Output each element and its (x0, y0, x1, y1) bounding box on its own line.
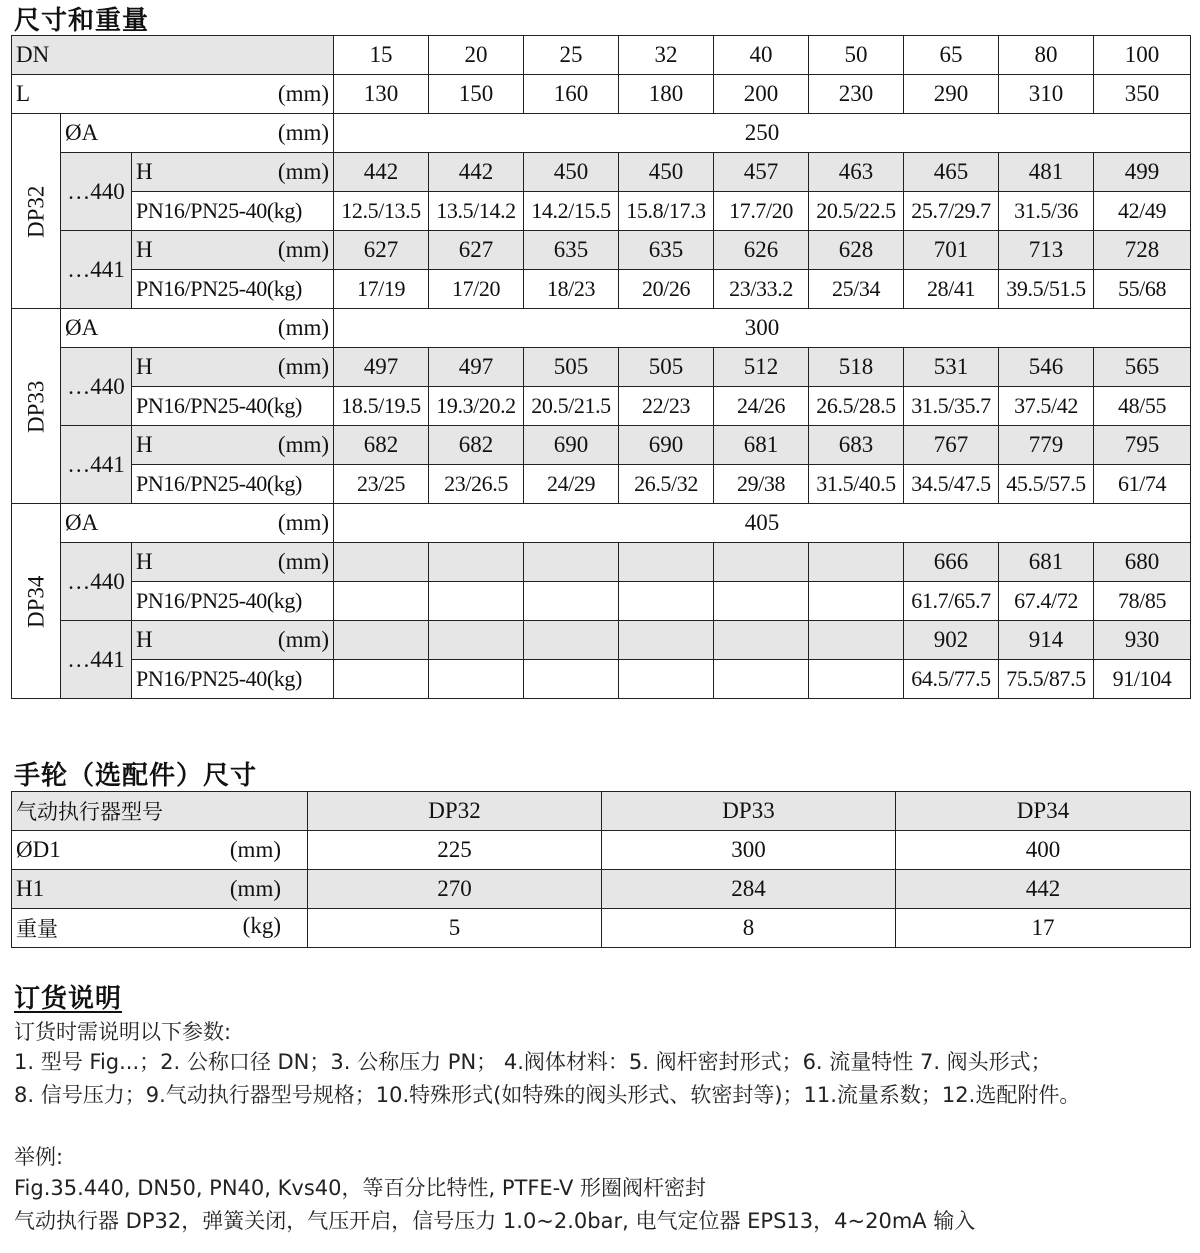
example-label: 举例: (14, 1145, 64, 1169)
weight-value: 31.5/35.7 (904, 387, 999, 426)
variant-label: …441 (61, 426, 132, 504)
weight-row (12, 582, 1191, 621)
pn-label: PN16/PN25-40(kg) (132, 192, 334, 231)
oa-value: 405 (334, 504, 1191, 543)
h-value: 635 (524, 231, 619, 270)
weight-value: 17/19 (334, 270, 429, 309)
h-value: 457 (714, 153, 809, 192)
unit-label: (mm) (277, 432, 330, 457)
dn-value: 80 (999, 36, 1094, 75)
h-label-cell (132, 231, 334, 270)
dn-value: 50 (809, 36, 904, 75)
h-value (524, 621, 619, 660)
weight-value: 13.5/14.2 (429, 192, 524, 231)
actuator-group-label: DP34 (23, 574, 48, 628)
oa-row (12, 114, 1191, 153)
ordering-heading: 订货说明 (14, 984, 123, 1014)
h-value: 627 (334, 231, 429, 270)
l-value: 130 (334, 75, 429, 114)
h-value: 682 (334, 426, 429, 465)
dimensions-heading: 尺寸和重量 (14, 6, 150, 36)
h-value (619, 543, 714, 582)
unit-label: (mm) (277, 120, 330, 145)
weight-value (714, 582, 809, 621)
l-value: 230 (809, 75, 904, 114)
dn-value: 15 (334, 36, 429, 75)
handwheel-row-label-cell (12, 870, 308, 909)
weight-value (809, 582, 904, 621)
h-value: 713 (999, 231, 1094, 270)
unit-label: (mm) (277, 315, 330, 340)
l-value: 200 (714, 75, 809, 114)
weight-value: 12.5/13.5 (334, 192, 429, 231)
weight-row (12, 387, 1191, 426)
oa-label-cell (61, 504, 334, 543)
handwheel-value: 300 (602, 831, 896, 870)
weight-value: 18.5/19.5 (334, 387, 429, 426)
dn-row (12, 36, 1191, 75)
h-row (12, 621, 1191, 660)
actuator-group-label: DP33 (23, 379, 48, 433)
variant-label: …441 (61, 621, 132, 699)
h-value: 442 (334, 153, 429, 192)
weight-value (524, 660, 619, 699)
handwheel-value: 17 (896, 909, 1191, 948)
h-value: 779 (999, 426, 1094, 465)
h-row (12, 231, 1191, 270)
h-value: 499 (1094, 153, 1191, 192)
h-value: 481 (999, 153, 1094, 192)
h-label: H (136, 159, 153, 184)
weight-value: 48/55 (1094, 387, 1191, 426)
handwheel-row-label-cell (12, 831, 308, 870)
oa-label-cell (61, 309, 334, 348)
l-label: L (16, 81, 31, 106)
h-value (334, 621, 429, 660)
weight-value: 64.5/77.5 (904, 660, 999, 699)
oa-row (12, 309, 1191, 348)
l-label-cell (12, 75, 334, 114)
pn-label: PN16/PN25-40(kg) (132, 387, 334, 426)
example-line-2: 气动执行器 DP32，弹簧关闭，气压开启，信号压力 1.0~2.0bar, 电气定位器 EPS13，4~20mA 输入 (14, 1209, 976, 1233)
oa-label-cell (61, 114, 334, 153)
group-label-cell (12, 309, 61, 504)
h-value: 465 (904, 153, 999, 192)
actuator-model: DP34 (896, 792, 1191, 831)
weight-value: 61/74 (1094, 465, 1191, 504)
h-value: 930 (1094, 621, 1191, 660)
weight-value: 67.4/72 (999, 582, 1094, 621)
h-value: 505 (524, 348, 619, 387)
unit-label: (mm) (277, 510, 330, 535)
h-value: 681 (714, 426, 809, 465)
weight-value: 23/26.5 (429, 465, 524, 504)
h-value (809, 543, 904, 582)
weight-value: 20.5/21.5 (524, 387, 619, 426)
example-line-1: Fig.35.440, DN50, PN40, Kvs40，等百分比特性, PTFE-V 形圈阀杆密封 (14, 1176, 707, 1200)
weight-value: 22/23 (619, 387, 714, 426)
oa-value: 300 (334, 309, 1191, 348)
unit-label: (mm) (277, 159, 330, 184)
unit-label: (mm) (277, 237, 330, 262)
h-label: H (136, 432, 153, 457)
weight-value: 29/38 (714, 465, 809, 504)
l-row (12, 75, 1191, 114)
h-value: 795 (1094, 426, 1191, 465)
handwheel-value: 5 (308, 909, 602, 948)
handwheel-heading: 手轮（选配件）尺寸 (14, 761, 258, 791)
weight-value: 42/49 (1094, 192, 1191, 231)
weight-row (12, 660, 1191, 699)
weight-value (619, 660, 714, 699)
handwheel-row-label: 重量 (16, 917, 58, 941)
weight-value: 39.5/51.5 (999, 270, 1094, 309)
weight-row (12, 192, 1191, 231)
h-value: 450 (524, 153, 619, 192)
h-value: 767 (904, 426, 999, 465)
h-label-cell (132, 543, 334, 582)
handwheel-row-label: H1 (16, 876, 45, 901)
handwheel-row-label-cell (12, 909, 308, 948)
h-row (12, 348, 1191, 387)
h-value: 681 (999, 543, 1094, 582)
h-label-cell (132, 426, 334, 465)
actuator-model: DP33 (602, 792, 896, 831)
weight-value: 28/41 (904, 270, 999, 309)
h-value: 701 (904, 231, 999, 270)
weight-value (714, 660, 809, 699)
h-value (524, 543, 619, 582)
handwheel-value: 225 (308, 831, 602, 870)
weight-value: 26.5/32 (619, 465, 714, 504)
h-value: 442 (429, 153, 524, 192)
weight-value (619, 582, 714, 621)
h-value: 682 (429, 426, 524, 465)
h-value: 680 (1094, 543, 1191, 582)
weight-row (12, 465, 1191, 504)
h-value: 683 (809, 426, 904, 465)
weight-value: 20/26 (619, 270, 714, 309)
oa-value: 250 (334, 114, 1191, 153)
unit-label: (mm) (229, 837, 281, 862)
dn-value: 100 (1094, 36, 1191, 75)
weight-value: 78/85 (1094, 582, 1191, 621)
weight-value (524, 582, 619, 621)
handwheel-row (12, 831, 1191, 870)
h-value (429, 621, 524, 660)
variant-label: …441 (61, 231, 132, 309)
dn-value: 65 (904, 36, 999, 75)
h-label-cell (132, 153, 334, 192)
h-value (429, 543, 524, 582)
h-value: 450 (619, 153, 714, 192)
h-value: 463 (809, 153, 904, 192)
h-value: 565 (1094, 348, 1191, 387)
weight-value: 14.2/15.5 (524, 192, 619, 231)
h-value (714, 543, 809, 582)
unit-label: (mm) (277, 549, 330, 574)
weight-value: 31.5/36 (999, 192, 1094, 231)
handwheel-value: 284 (602, 870, 896, 909)
weight-value: 55/68 (1094, 270, 1191, 309)
h-value (809, 621, 904, 660)
unit-label: (mm) (277, 627, 330, 652)
weight-value (334, 582, 429, 621)
weight-value: 61.7/65.7 (904, 582, 999, 621)
weight-value: 75.5/87.5 (999, 660, 1094, 699)
group-label-cell (12, 114, 61, 309)
h-value: 512 (714, 348, 809, 387)
weight-value: 37.5/42 (999, 387, 1094, 426)
h-value: 531 (904, 348, 999, 387)
h-value: 518 (809, 348, 904, 387)
l-value: 180 (619, 75, 714, 114)
h-value: 690 (619, 426, 714, 465)
l-value: 350 (1094, 75, 1191, 114)
handwheel-row (12, 870, 1191, 909)
h-value: 666 (904, 543, 999, 582)
h-value: 627 (429, 231, 524, 270)
pn-label: PN16/PN25-40(kg) (132, 465, 334, 504)
h-value: 626 (714, 231, 809, 270)
h-value: 690 (524, 426, 619, 465)
weight-value: 17.7/20 (714, 192, 809, 231)
unit-label: (mm) (277, 81, 330, 106)
dn-value: 20 (429, 36, 524, 75)
l-value: 160 (524, 75, 619, 114)
ordering-line-1: 1. 型号 Fig...；2. 公称口径 DN；3. 公称压力 PN； 4.阀体材料：5. 阀杆密封形式；6. 流量特性 7. 阀头形式； (14, 1050, 1052, 1074)
h-value: 635 (619, 231, 714, 270)
h-row (12, 543, 1191, 582)
actuator-group-label: DP32 (23, 184, 48, 238)
ordering-line-2: 8. 信号压力；9.气动执行器型号规格；10.特殊形式(如特殊的阀头形式、软密封等)；11.流量系数；12.选配附件。 (14, 1083, 1081, 1107)
pn-label: PN16/PN25-40(kg) (132, 660, 334, 699)
weight-value: 23/25 (334, 465, 429, 504)
dn-value: 32 (619, 36, 714, 75)
oa-label: ØA (65, 120, 99, 145)
handwheel-row (12, 909, 1191, 948)
weight-value (429, 660, 524, 699)
h-row (12, 153, 1191, 192)
weight-value: 34.5/47.5 (904, 465, 999, 504)
weight-value: 23/33.2 (714, 270, 809, 309)
weight-value: 31.5/40.5 (809, 465, 904, 504)
l-value: 150 (429, 75, 524, 114)
handwheel-header-row (12, 792, 1191, 831)
weight-value: 15.8/17.3 (619, 192, 714, 231)
dn-value: 25 (524, 36, 619, 75)
weight-value: 19.3/20.2 (429, 387, 524, 426)
group-label-cell (12, 504, 61, 699)
l-value: 290 (904, 75, 999, 114)
weight-value: 25/34 (809, 270, 904, 309)
weight-value: 18/23 (524, 270, 619, 309)
h-value: 914 (999, 621, 1094, 660)
variant-label: …440 (61, 153, 132, 231)
h-row (12, 426, 1191, 465)
h-label: H (136, 354, 153, 379)
unit-label: (kg) (242, 913, 281, 938)
h-value (334, 543, 429, 582)
h-value: 546 (999, 348, 1094, 387)
weight-value: 20.5/22.5 (809, 192, 904, 231)
h-value: 728 (1094, 231, 1191, 270)
weight-value: 91/104 (1094, 660, 1191, 699)
weight-value (429, 582, 524, 621)
weight-value (334, 660, 429, 699)
unit-label: (mm) (277, 354, 330, 379)
handwheel-value: 270 (308, 870, 602, 909)
handwheel-table (11, 791, 1191, 948)
handwheel-value: 8 (602, 909, 896, 948)
weight-row (12, 270, 1191, 309)
h-label-cell (132, 348, 334, 387)
h-value: 497 (429, 348, 524, 387)
weight-value: 25.7/29.7 (904, 192, 999, 231)
ordering-intro: 订货时需说明以下参数: (14, 1020, 232, 1044)
weight-value: 45.5/57.5 (999, 465, 1094, 504)
l-value: 310 (999, 75, 1094, 114)
weight-value: 24/26 (714, 387, 809, 426)
handwheel-value: 442 (896, 870, 1191, 909)
actuator-model: DP32 (308, 792, 602, 831)
actuator-model-label: 气动执行器型号 (12, 792, 308, 831)
dimensions-table (11, 35, 1191, 699)
h-label: H (136, 549, 153, 574)
h-value (619, 621, 714, 660)
h-value: 902 (904, 621, 999, 660)
variant-label: …440 (61, 543, 132, 621)
pn-label: PN16/PN25-40(kg) (132, 582, 334, 621)
weight-value: 17/20 (429, 270, 524, 309)
h-label: H (136, 237, 153, 262)
weight-value: 24/29 (524, 465, 619, 504)
oa-label: ØA (65, 510, 99, 535)
dn-value: 40 (714, 36, 809, 75)
handwheel-row-label: ØD1 (16, 837, 61, 862)
h-value (714, 621, 809, 660)
pn-label: PN16/PN25-40(kg) (132, 270, 334, 309)
h-label: H (136, 627, 153, 652)
unit-label: (mm) (229, 876, 281, 901)
weight-value: 26.5/28.5 (809, 387, 904, 426)
oa-row (12, 504, 1191, 543)
variant-label: …440 (61, 348, 132, 426)
weight-value (809, 660, 904, 699)
oa-label: ØA (65, 315, 99, 340)
h-label-cell (132, 621, 334, 660)
dn-label: DN (12, 36, 334, 75)
h-value: 497 (334, 348, 429, 387)
handwheel-value: 400 (896, 831, 1191, 870)
h-value: 628 (809, 231, 904, 270)
h-value: 505 (619, 348, 714, 387)
